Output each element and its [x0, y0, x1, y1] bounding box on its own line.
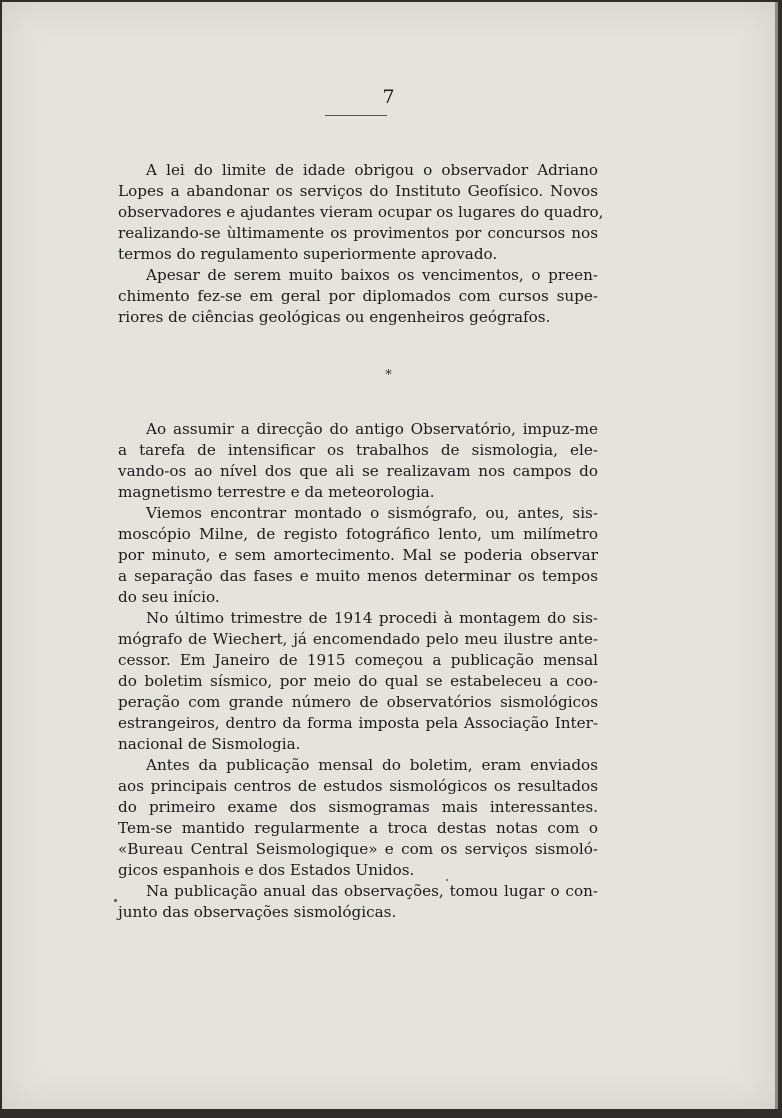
text-line: A lei do limite de idade obrigou o observador Adriano — [146, 161, 598, 179]
text-line: do primeiro exame dos sismogramas mais interessantes. — [118, 798, 598, 816]
text-line: moscópio Milne, de registo fotográfico lento, um milímetro — [118, 525, 598, 543]
text-line: observadores e ajudantes vieram ocupar os lugares do quadro, — [118, 203, 604, 221]
text-line: realizando-se ùltimamente os provimentos por concursos nos — [118, 224, 598, 242]
text-line: Lopes a abandonar os serviços do Instituto Geofísico. Novos — [118, 182, 598, 200]
text-block-staff — [118, 160, 604, 328]
text-line: por minuto, e sem amortecimento. Mal se poderia observar — [118, 546, 598, 564]
document-page — [2, 2, 778, 1109]
text-line: aos principais centros de estudos sismológicos os resultados — [118, 777, 598, 795]
text-line: gicos espanhois e dos Estados Unidos. — [118, 861, 415, 879]
ink-speck — [446, 879, 448, 881]
text-line: Apesar de serem muito baixos os vencimentos, o preen- — [146, 266, 598, 284]
text-line: mógrafo de Wiechert, já encomendado pelo meu ilustre ante- — [118, 630, 598, 648]
text-line: a tarefa de intensificar os trabalhos de sismologia, ele- — [118, 441, 598, 459]
text-block-seismology — [118, 419, 598, 923]
page-number-rule — [325, 115, 387, 116]
text-line: Na publicação anual das observações, tomou lugar o con- — [146, 882, 598, 900]
text-line: estrangeiros, dentro da forma imposta pela Associação Inter- — [118, 714, 598, 732]
text-line: Tem-se mantido regularmente a troca destas notas com o — [118, 819, 598, 837]
text-line: termos do regulamento superiormente aprovado. — [118, 245, 498, 263]
text-line: vando-os ao nível dos que ali se realizavam nos campos do — [118, 462, 598, 480]
section-separator: * — [385, 368, 392, 383]
text-line: cessor. Em Janeiro de 1915 começou a publicação mensal — [118, 651, 598, 669]
text-line: riores de ciências geológicas ou engenheiros geógrafos. — [118, 308, 551, 326]
text-line: do boletim sísmico, por meio do qual se estabeleceu a coo- — [118, 672, 598, 690]
text-line: magnetismo terrestre e da meteorologia. — [118, 483, 435, 501]
text-line: chimento fez-se em geral por diplomados com cursos supe- — [118, 287, 598, 305]
page-number: 7 — [382, 86, 395, 108]
text-line: do seu início. — [118, 588, 220, 606]
text-line: Viemos encontrar montado o sismógrafo, ou, antes, sis- — [146, 504, 598, 522]
text-line: a separação das fases e muito menos determinar os tempos — [118, 567, 598, 585]
text-line: Antes da publicação mensal do boletim, eram enviados — [146, 756, 598, 774]
text-line: junto das observações sismológicas. — [118, 903, 397, 921]
text-line: peração com grande número de observatórios sismológicos — [118, 693, 598, 711]
ink-speck — [114, 899, 117, 902]
text-line: No último trimestre de 1914 procedi à montagem do sis- — [146, 609, 598, 627]
text-line: «Bureau Central Seismologique» e com os serviços sismoló- — [118, 840, 598, 858]
text-line: Ao assumir a direcção do antigo Observatório, impuz-me — [146, 420, 598, 438]
text-line: nacional de Sismologia. — [118, 735, 301, 753]
